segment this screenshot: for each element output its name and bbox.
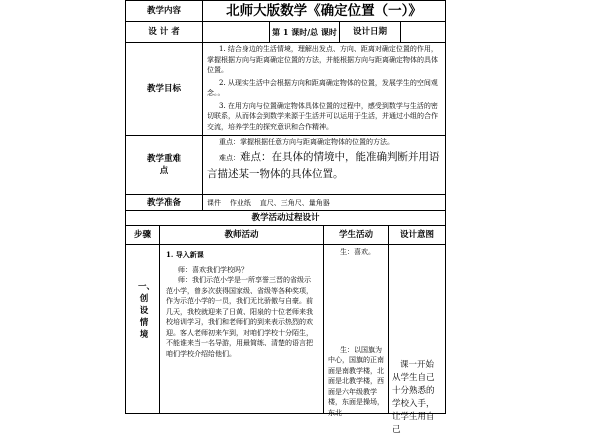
key-point: 重点：掌握根据任意方向与距离确定物体的位置的方法。 [219, 138, 394, 146]
objective-1: 1. 结合身边的生活情境，理解出发点、方向、距离对确定位置的作用，掌握根据方向与距离确定位置的方法，并能根据方向与距离确定物体的具体位置。 [207, 45, 438, 74]
lesson-info: 第 1 课时/总 课时 [269, 21, 340, 43]
step-label: 一、创设情境 [138, 282, 156, 340]
preparation-label: 教学准备 [125, 194, 203, 211]
designer-value [202, 21, 270, 43]
lesson-title: 北师大版数学《确定位置（一）》 [202, 0, 446, 22]
col-teacher: 教师活动 [159, 225, 324, 245]
teacher-line-1: 师：喜欢我们学校吗？ [178, 265, 248, 274]
key-points-content [202, 135, 446, 195]
teacher-line-2: 师：我们示范小学是一所享誉三晋的省级示范小学，曾多次获得国家级、省级等各种奖项，作为示范小学的一员，我们无比骄傲与自豪。前几天，我校就迎来了日黄、阳泉的十位老师来我校培训学习，我们和老师们的到来表示热烈的欢迎。客人老师初来乍到，对咱们学校十分陌生，不能谁来当一名导游，用最简练、清楚的语言把咱们学校介绍给他们。 [166, 276, 313, 358]
process-section-title: 教学活动过程设计 [125, 210, 446, 226]
step-name: 1. 导入新课 [166, 250, 204, 259]
designer-label: 设 计 者 [125, 21, 203, 43]
design-date-value [400, 21, 446, 43]
step-cell [125, 244, 160, 414]
design-intent [388, 244, 446, 435]
objectives-label: 教学目标 [125, 42, 203, 136]
col-design: 设计意图 [388, 225, 446, 245]
teacher-activity [159, 244, 324, 414]
objective-3: 3. 在用方向与位置确定物体具体位置的过程中，感受到数学与生活的密切联系，从而体会到数学来源于生活并可以运用于生活，并通过小组的合作交流，培养学生的探究意识和合作精神。 [207, 101, 438, 131]
student-activity [323, 244, 389, 417]
objectives-content [202, 42, 446, 136]
col-step: 步骤 [125, 225, 160, 245]
key-points-label: 教学重难点 [125, 135, 203, 195]
content-label: 教学内容 [125, 0, 203, 22]
student-line-2: 生：以国旗为中心，国旗的正南面是南教学楼，北面是北教学楼，西面是六年级教学楼，东面是操场，东北 [328, 345, 384, 417]
difficulty-point: 难点：难点：在具体的情境中，能准确判断并用语言描述某一物体的具体位置。 [207, 150, 440, 180]
col-student: 学生活动 [323, 225, 389, 245]
design-date-label: 设计日期 [339, 21, 401, 43]
student-line-1: 生：喜欢。 [340, 248, 375, 256]
objective-2: 2. 从现实生活中会根据方向和距离确定物体的位置，发展学生的空间观念。。 [207, 78, 438, 97]
preparation-content: 课件 作业纸 直尺、三角尺、量角器 [202, 194, 446, 211]
design-text: 课一开始从学生自己十分熟悉的学校入手，让学生用自己 [392, 360, 435, 435]
